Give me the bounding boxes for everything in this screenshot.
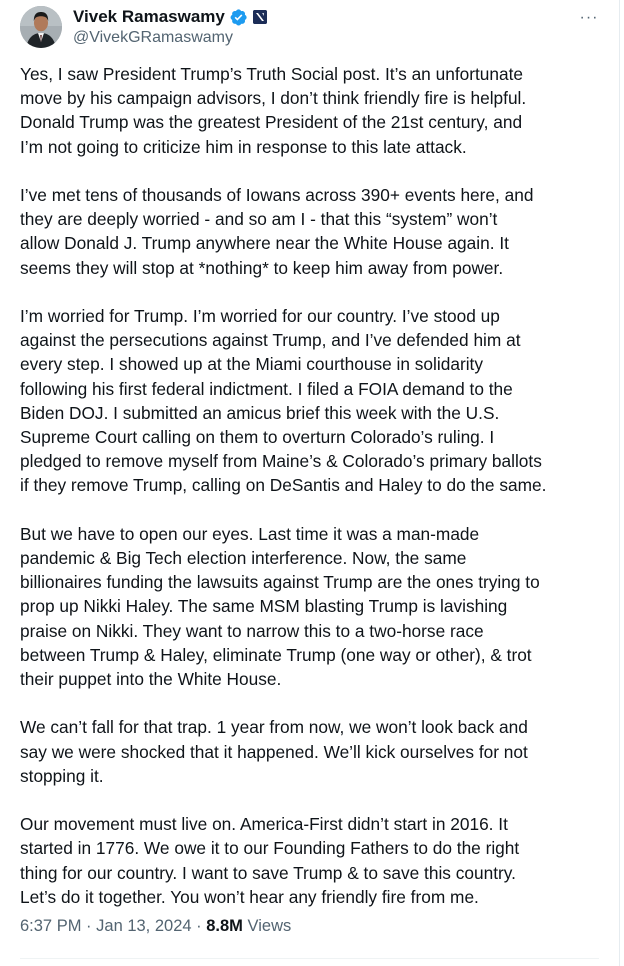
tweet-paragraph: I’m worried for Trump. I’m worried for our country. I’ve stood up against the persecutions against Trump, and I’ve defended him at every step. I showed up at the Miami courthouse in solidarity following his first federal indictment. I filed a FOIA demand to the Biden DOJ. I submitted an amicus brief this week with the U.S. Supreme Court calling on them to overturn Colorado’s ruling. I pledged to remove myself from Maine’s & Colorado’s primary ballots if they remove Trump, calling on DeSantis and Haley to do the same. bbox=[20, 306, 547, 496]
author-handle[interactable]: @VivekGRamaswamy bbox=[73, 29, 233, 46]
meta-separator: · bbox=[196, 917, 202, 935]
name-row bbox=[73, 7, 267, 27]
tweet-paragraph: But we have to open our eyes. Last time it was a man-made pandemic & Big Tech election interference. Now, the same billionaires funding the lawsuits against Trump are the ones trying to prop up Nikki Haley. The same MSM blasting Trump is lavishing praise on Nikki. They want to narrow this to a two-horse race between Trump & Haley, eliminate Trump (one way or other), & trot their puppet into the White House. bbox=[20, 523, 540, 690]
more-horizontal-icon: ··· bbox=[579, 9, 599, 26]
avatar[interactable] bbox=[20, 6, 62, 48]
tweet-paragraph: I’ve met tens of thousands of Iowans across 390+ events here, and they are deeply worried - and so am I - that this “system” won’t allow Donald J. Trump anywhere near the White House again. It seems they will stop at *nothing* to keep him away from power. bbox=[20, 185, 534, 278]
tweet-header bbox=[20, 6, 606, 50]
affiliation-badge-icon[interactable] bbox=[253, 10, 267, 24]
tweet-meta bbox=[20, 917, 291, 936]
tweet-date[interactable]: Jan 13, 2024 bbox=[96, 917, 192, 935]
tweet-time[interactable]: 6:37 PM bbox=[20, 917, 82, 935]
tweet-paragraph: Our movement must live on. America-First didn’t start in 2016. It started in 1776. We owe it to our Founding Fathers to do the right thing for our country. I want to save Trump & to save this country. Let’s do it together. You won’t hear any friendly fire from me. bbox=[20, 814, 520, 907]
views-count: 8.8M bbox=[206, 917, 243, 935]
author-name[interactable]: Vivek Ramaswamy bbox=[73, 7, 225, 26]
avatar-photo bbox=[20, 6, 62, 48]
tweet-text bbox=[20, 62, 600, 909]
tweet-paragraph: We can’t fall for that trap. 1 year from now, we won’t look back and say we were shocked that it happened. We’ll kick ourselves for not stopping it. bbox=[20, 717, 528, 786]
verified-check-icon bbox=[229, 8, 248, 27]
author-names bbox=[73, 7, 267, 47]
tweet-paragraph: Yes, I saw President Trump’s Truth Social post. It’s an unfortunate move by his campaign advisors, I don’t think friendly fire is helpful. Donald Trump was the greatest President of the 21st century, and I’m not going to criticize him in response to this late attack. bbox=[20, 64, 527, 157]
more-options-button[interactable] bbox=[576, 8, 602, 28]
views-label: Views bbox=[247, 917, 292, 935]
meta-separator: · bbox=[86, 917, 92, 935]
divider bbox=[20, 958, 599, 959]
